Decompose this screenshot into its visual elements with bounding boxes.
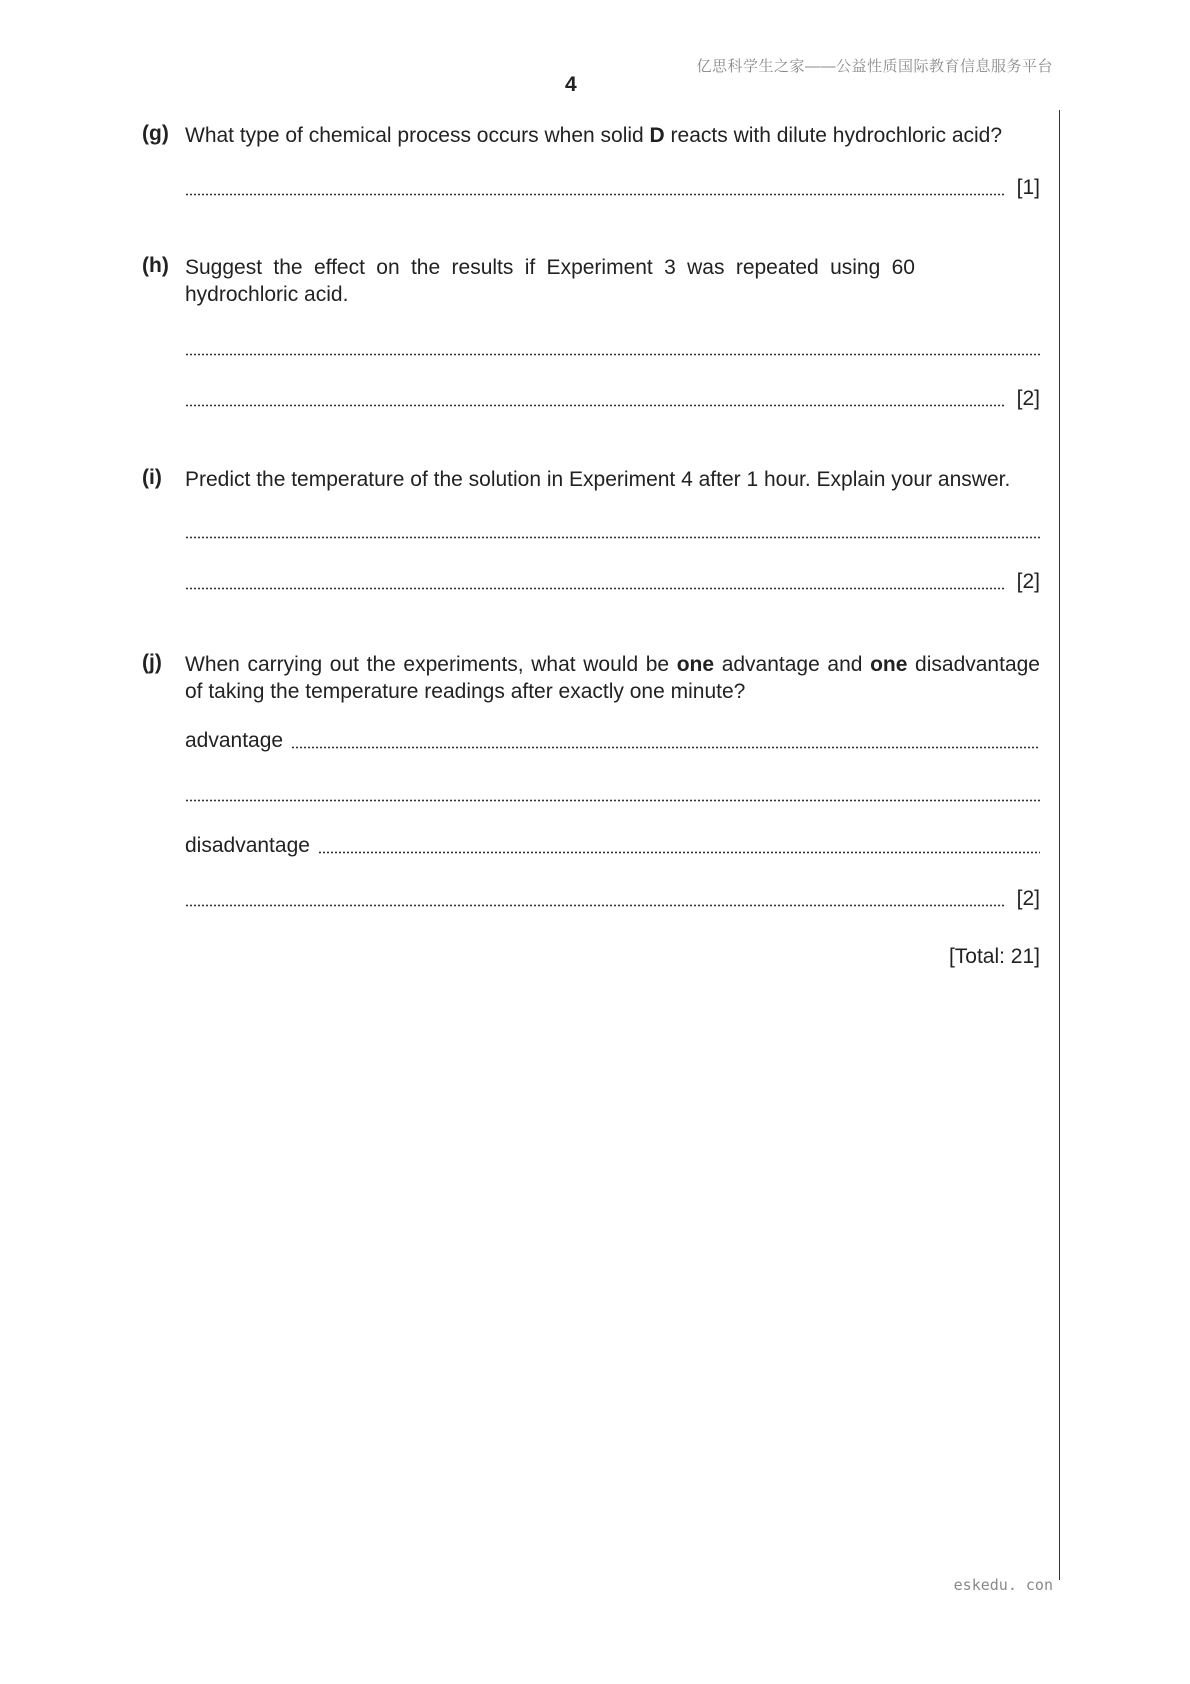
total-marks: [Total: 21] [948,945,1040,968]
dotted-line [185,587,1005,590]
dotted-line [318,851,1040,854]
dotted-line [185,404,1005,407]
watermark-text: 亿思科学生之家——公益性质国际教育信息服务平台 [696,58,1053,75]
question-i-text: Predict the temperature of the solution in Experiment 4 after 1 hour. Explain your answer. [185,468,1011,491]
question-i-label: (i) [142,466,162,489]
marks-label: [2] [1016,887,1040,910]
marks-label: [2] [1016,570,1040,593]
dotted-line [185,193,1005,196]
footer-site: eskedu. con [953,1576,1053,1594]
question-h-answer-line-2[interactable] [185,385,1040,411]
marks-label: [1] [1016,176,1040,199]
dotted-line [185,536,1040,539]
page-number: 4 [565,73,577,96]
question-j-label: (j) [142,651,162,674]
disadvantage-label: disadvantage [185,834,310,857]
advantage-label: advantage [185,729,284,752]
question-j-disadvantage-line-2[interactable] [185,885,1040,911]
dotted-line [185,353,1040,356]
marks-label: [2] [1016,387,1040,410]
question-h-label: (h) [142,254,169,277]
question-j-disadvantage-line[interactable] [185,832,1040,858]
question-g-answer-line[interactable] [185,174,1040,200]
question-h-line-2: hydrochloric acid. [185,283,349,306]
dotted-line [185,904,1005,907]
question-g-text: What type of chemical process occurs when solid D reacts with dilute hydrochloric acid? [185,124,1003,147]
question-j-advantage-line-2[interactable] [185,780,1040,806]
question-g-label: (g) [142,122,169,145]
question-i-answer-line-1[interactable] [185,517,1040,543]
question-h-text [185,254,915,308]
margin-line [1059,110,1060,1580]
question-h-line-1: Suggest the effect on the results if Experiment 3 was repeated using 60 [185,256,915,279]
question-j-advantage-line[interactable] [185,727,1040,753]
dotted-line [185,799,1040,802]
question-j-text: When carrying out the experiments, what would be one advantage and one disadvantage of taking the temperature readings after exactly one minute? [185,653,1040,703]
dotted-line [291,746,1040,749]
question-h-answer-line-1[interactable] [185,334,1040,360]
question-i-answer-line-2[interactable] [185,568,1040,594]
